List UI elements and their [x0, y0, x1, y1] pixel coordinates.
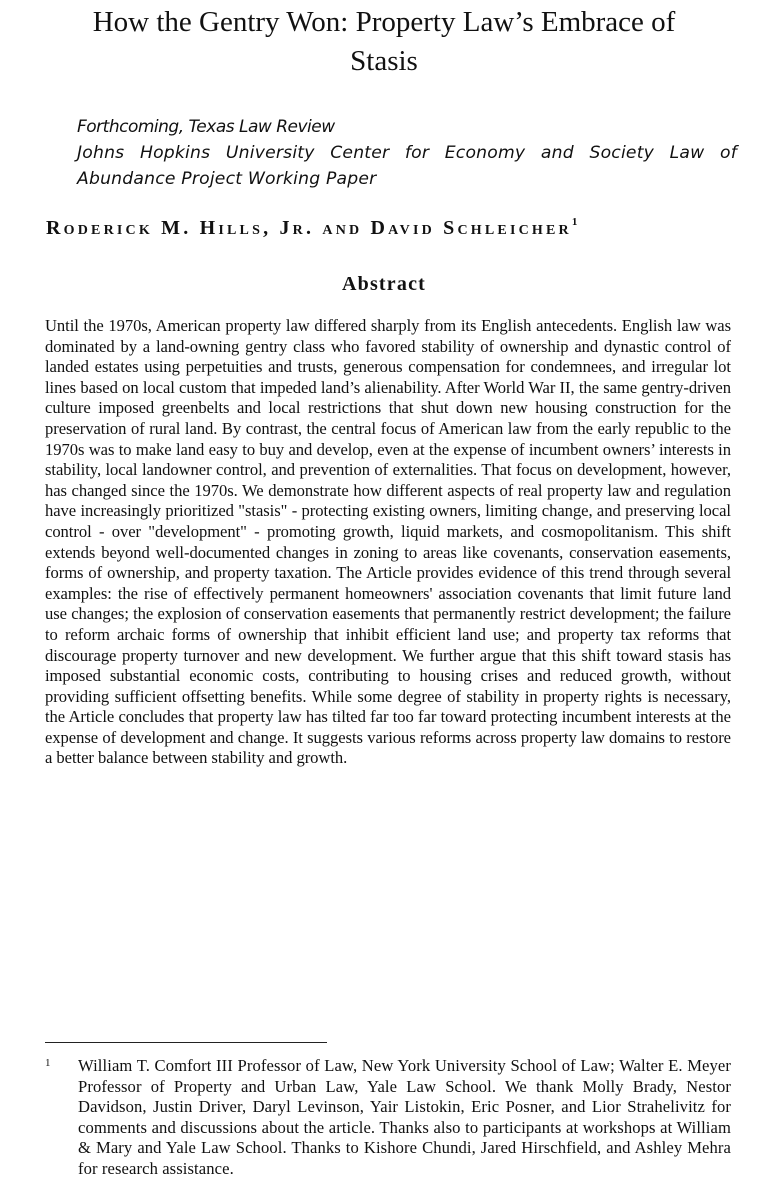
working-paper-note: Johns Hopkins University Center for Economy and Society Law of Abundance Project Working Paper [77, 143, 737, 189]
abstract-text: Until the 1970s, American property law differed sharply from its English antecedents. English law was dominated by a land-owning gentry class who favored stability of ownership and dynastic control of landed estates using perpetuities and trusts, generous compensation for condemnees, and irregular lot lines based on local custom that impeded land’s alienability. After World War II, the same gentry-driven culture imposed greenbelts and local restrictions that shut down new housing construction for the preservation of rural land. By contrast, the central focus of American law from the early republic to the 1970s was to make land easy to buy and develop, even at the expense of incumbent owners’ interests in stability, local landowner control, and prevention of externalities. That focus on development, however, has changed since the 1970s. We demonstrate how different aspects of real property law and regulation have increasingly prioritized "stasis" - protecting existing owners, limiting change, and preserving local control - over "development" - promoting growth, liquid markets, and cosmopolitanism. This shift extends beyond well-documented changes in zoning to areas like covenants, conservation easements, forms of ownership, and property taxation. The Article provides evidence of this trend through several examples: the rise of effectively permanent homeowners' association covenants that limit future land use changes; the explosion of conservation easements that permanently restrict development; the failure to reform archaic forms of ownership that inhibit efficient land use; and property tax reforms that discourage property turnover and new development. We further argue that this shift toward stasis has imposed substantial economic costs, contributing to housing crises and reduced growth, without providing sufficient offsetting benefits. While some degree of stability in property rights is necessary, the Article concludes that property law has tilted far too far toward protecting incumbent interests at the expense of development and change. It suggests various reforms across property law domains to restore a better balance between stability and growth. [45, 316, 731, 768]
footnote-divider [45, 1042, 327, 1043]
author-line [46, 214, 726, 242]
paper-title [20, 3, 748, 81]
publication-info [77, 114, 737, 192]
paper-title-line-2: Stasis [350, 45, 418, 77]
footnote-text: William T. Comfort III Professor of Law, New York University School of Law; Walter E. Meyer Professor of Property and Urban Law, Yale Law School. We thank Molly Brady, Nestor Davidson, Justin Driver, Daryl Levinson, Yair Listokin, Eric Posner, and Lior Strahelivitz for comments and discussions about the article. Thanks also to participants at workshops at William & Mary and Yale Law School. Thanks to Kishore Chundi, Jared Hirschfield, and Ashley Mehra for research assistance. [78, 1056, 731, 1178]
footnote [45, 1056, 731, 1180]
author-names: Roderick M. Hills, Jr. and David Schleicher [46, 217, 572, 239]
journal-note: Forthcoming, Texas Law Review [77, 117, 335, 137]
paper-title-line-1: How the Gentry Won: Property Law’s Embrace of [92, 6, 676, 38]
author-footnote-marker: 1 [571, 216, 578, 228]
footnote-marker: 1 [45, 1057, 51, 1069]
abstract-heading: Abstract [341, 273, 427, 295]
